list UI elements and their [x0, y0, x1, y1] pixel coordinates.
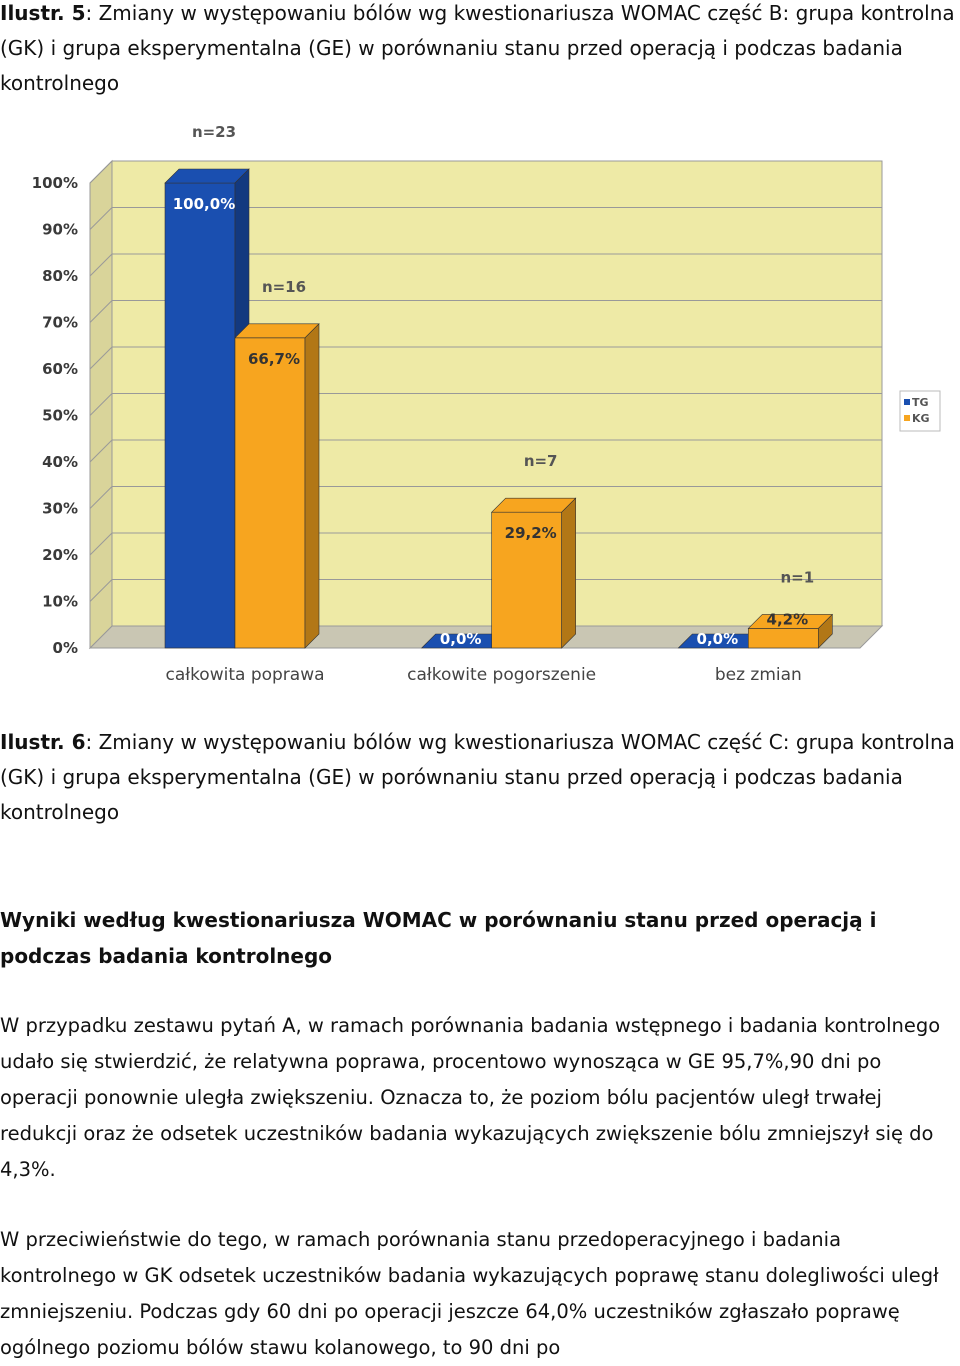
bar-tg: [165, 183, 235, 648]
y-tick-label: 20%: [42, 546, 78, 564]
paragraph: W przeciwieństwie do tego, w ramach porównania stanu przedoperacyjnego i badania kontrolnego w GK odsetek uczestników badania wykazujących poprawę stanu dolegliwości uległ zmniejszeniu. Podczas gdy 60 dni po operacji jeszcze 64,0% uczestników zgłaszało poprawę ogólnego poziomu bólów stawu kolanowego, to 90 dni po: [0, 1228, 939, 1359]
y-tick-label: 10%: [42, 592, 78, 611]
y-tick-label: 40%: [42, 453, 78, 471]
legend-label: KG: [912, 412, 930, 425]
y-tick-label: 60%: [42, 360, 78, 378]
bar-kg: [235, 338, 305, 648]
bar-value-label: 66,7%: [247, 349, 301, 368]
x-category-label: bez zmian: [714, 665, 802, 685]
y-tick-label: 70%: [42, 313, 78, 332]
bar-count-label: n=23: [191, 123, 237, 141]
bar-count-label: n=16: [261, 277, 307, 296]
y-tick-label: 80%: [42, 267, 78, 285]
chart-svg: [20, 108, 960, 708]
bar-top: [235, 324, 319, 338]
legend-swatch: [904, 399, 910, 405]
figure-caption-5: [0, 0, 955, 101]
bar-value-label: 0,0%: [439, 630, 482, 648]
bar-kg: [748, 628, 818, 648]
caption-text: : Zmiany w występowaniu bólów wg kwestionariusza WOMAC część C: grupa kontrolna (GK) i grupa eksperymentalna (GE) w porównaniu stanu przed operacją i podczas badania kontrolnego: [0, 730, 955, 824]
bar-side: [305, 324, 319, 648]
bar-top: [492, 498, 576, 512]
y-tick-label: 100%: [31, 174, 78, 192]
paragraph: W przypadku zestawu pytań A, w ramach porównania badania wstępnego i badania kontrolnego udało się stwierdzić, że relatywna poprawa, procentowo wynosząca w GE 95,7%,90 dni po operacji ponownie uległa zwiększeniu. Oznacza to, że poziom bólu pacjentów uległ trwałej redukcji oraz że odsetek uczestników badania wykazujących zwiększenie bólu zmniejszył się do 4,3%.: [0, 1014, 941, 1181]
caption-label: Ilustr. 5: [0, 1, 86, 25]
x-category-label: całkowite pogorszenie: [407, 665, 597, 685]
bar-value-label: 100,0%: [172, 195, 236, 213]
caption-label: Ilustr. 6: [0, 730, 86, 754]
y-tick-label: 90%: [42, 220, 78, 239]
bar-count-label: n=1: [780, 568, 815, 587]
caption-text: : Zmiany w występowaniu bólów wg kwestionariusza WOMAC część B: grupa kontrolna (GK) i grupa eksperymentalna (GE) w porównaniu stanu przed operacją i podczas badania kontrolnego: [0, 1, 955, 95]
section-heading: Wyniki według kwestionariusza WOMAC w porównaniu stanu przed operacją i podczas badania kontrolnego: [0, 908, 877, 968]
y-tick-label: 50%: [42, 406, 78, 425]
legend-label: TG: [912, 396, 929, 409]
bar-value-label: 0,0%: [696, 630, 739, 648]
legend-swatch: [904, 415, 910, 421]
bar-count-label: n=7: [523, 452, 558, 471]
x-category-label: całkowita poprawa: [165, 665, 325, 685]
bar-chart: [20, 108, 960, 708]
bar-top: [165, 169, 249, 183]
figure-caption-6: [0, 725, 955, 830]
bar-value-label: 29,2%: [504, 524, 557, 543]
bar-side: [562, 498, 576, 648]
bar-value-label: 4,2%: [766, 610, 809, 629]
y-tick-label: 0%: [52, 639, 78, 657]
y-tick-label: 30%: [42, 499, 78, 518]
